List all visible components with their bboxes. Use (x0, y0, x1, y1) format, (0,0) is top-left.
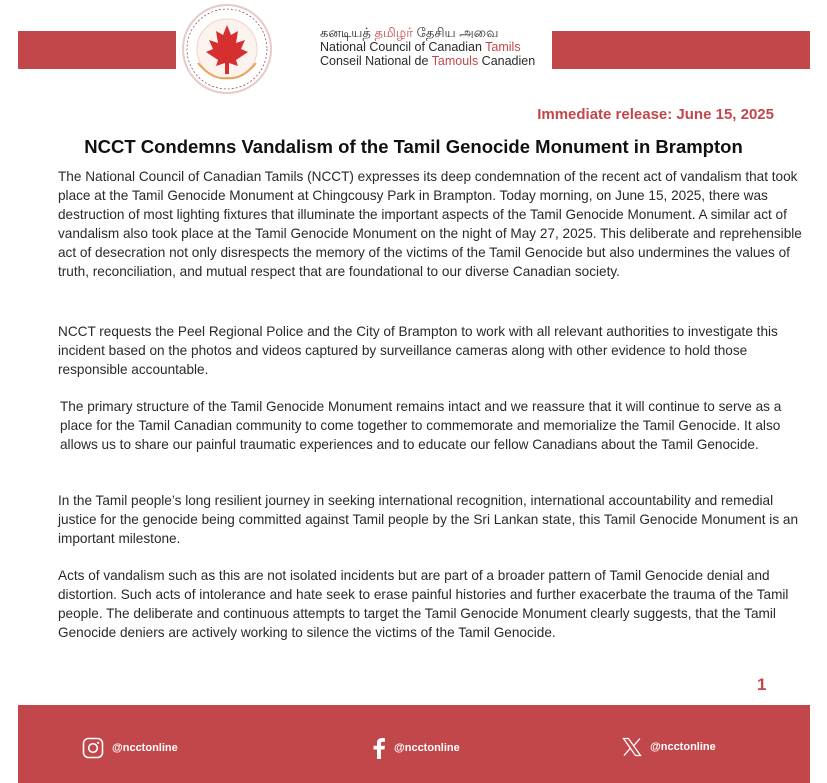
facebook-link[interactable] (372, 737, 460, 759)
org-name-tamil (320, 26, 535, 40)
org-name-french-part2: Canadien (478, 54, 536, 68)
ncct-seal-logo (178, 0, 276, 98)
header-band-right (552, 31, 810, 69)
x-icon (622, 737, 642, 757)
page-number: 1 (757, 675, 767, 694)
header-band-left (18, 31, 176, 69)
org-name-french (320, 54, 535, 68)
paragraph-5: Acts of vandalism such as this are not isolated incidents but are part of a broader pattern of Tamil Genocide denial and distortion. Such acts of intolerance and hate seek to erase painful histories and further exacerbate the trauma of the Tamil people. The deliberate and continuous attempts to target the Tamil Genocide Monument clearly suggests, that the Tamil Genocide deniers are actively working to silence the victims of the Tamil Genocide. (58, 568, 789, 640)
instagram-link[interactable] (82, 737, 178, 759)
paragraph-1: The National Council of Canadian Tamils (NCCT) expresses its deep condemnation of the recent act of vandalism that took place at the Tamil Genocide Monument at Chingcousy Park in Brampton. Today morning, on June 15, 2025, there was destruction of most lighting fixtures that illuminate the important aspects of the Tamil Genocide Monument. A similar act of vandalism also took place at the Tamil Genocide Monument on the night of May 27, 2025. This deliberate and reprehensible act of desecration not only disrespects the memory of the victims of the Tamil Genocide but also undermines the values of truth, reconciliation, and mutual respect that are foundational to our diverse Canadian society. (58, 169, 802, 279)
org-name-tamil-part2: தேசிய அவை (413, 25, 499, 40)
instagram-handle: @ncctonline (112, 742, 178, 754)
org-names-block (320, 26, 535, 68)
paragraph-2: NCCT requests the Peel Regional Police and the City of Brampton to work with all relevant authorities to investigate this incident based on the photos and videos captured by surveillance cameras along with other evidence to hold those responsible accountable. (58, 324, 778, 377)
release-date: Immediate release: June 15, 2025 (537, 106, 774, 123)
org-name-tamil-accent: தமிழர் (374, 25, 414, 40)
paragraph-4: In the Tamil people’s long resilient journey in seeking international recognition, international accountability and remedial justice for the genocide being committed against Tamil people by the Sri Lankan state, this Tamil Genocide Monument is an important milestone. (58, 493, 799, 546)
org-name-english-part1: National Council of Canadian (320, 40, 486, 54)
paragraph-3: The primary structure of the Tamil Genocide Monument remains intact and we reassure that it will continue to serve as a place for the Tamil Canadian community to come together to commemorate and memorialize the Tamil Genocide. It also allows us to share our painful traumatic experiences and to educate our fellow Canadians about the Tamil Genocide. (60, 399, 782, 452)
page-title: NCCT Condemns Vandalism of the Tamil Genocide Monument in Brampton (84, 136, 743, 157)
org-name-tamil-part1: கனடியத் (320, 25, 375, 40)
x-handle: @ncctonline (650, 741, 716, 753)
org-name-english-accent: Tamils (485, 40, 521, 54)
org-name-french-part1: Conseil National de (320, 54, 432, 68)
org-name-french-accent: Tamouls (431, 54, 479, 68)
x-link[interactable] (622, 737, 716, 757)
org-name-english (320, 40, 535, 54)
facebook-handle: @ncctonline (394, 742, 460, 754)
instagram-icon (82, 737, 104, 759)
facebook-icon (372, 737, 386, 759)
footer-bar (18, 705, 810, 783)
